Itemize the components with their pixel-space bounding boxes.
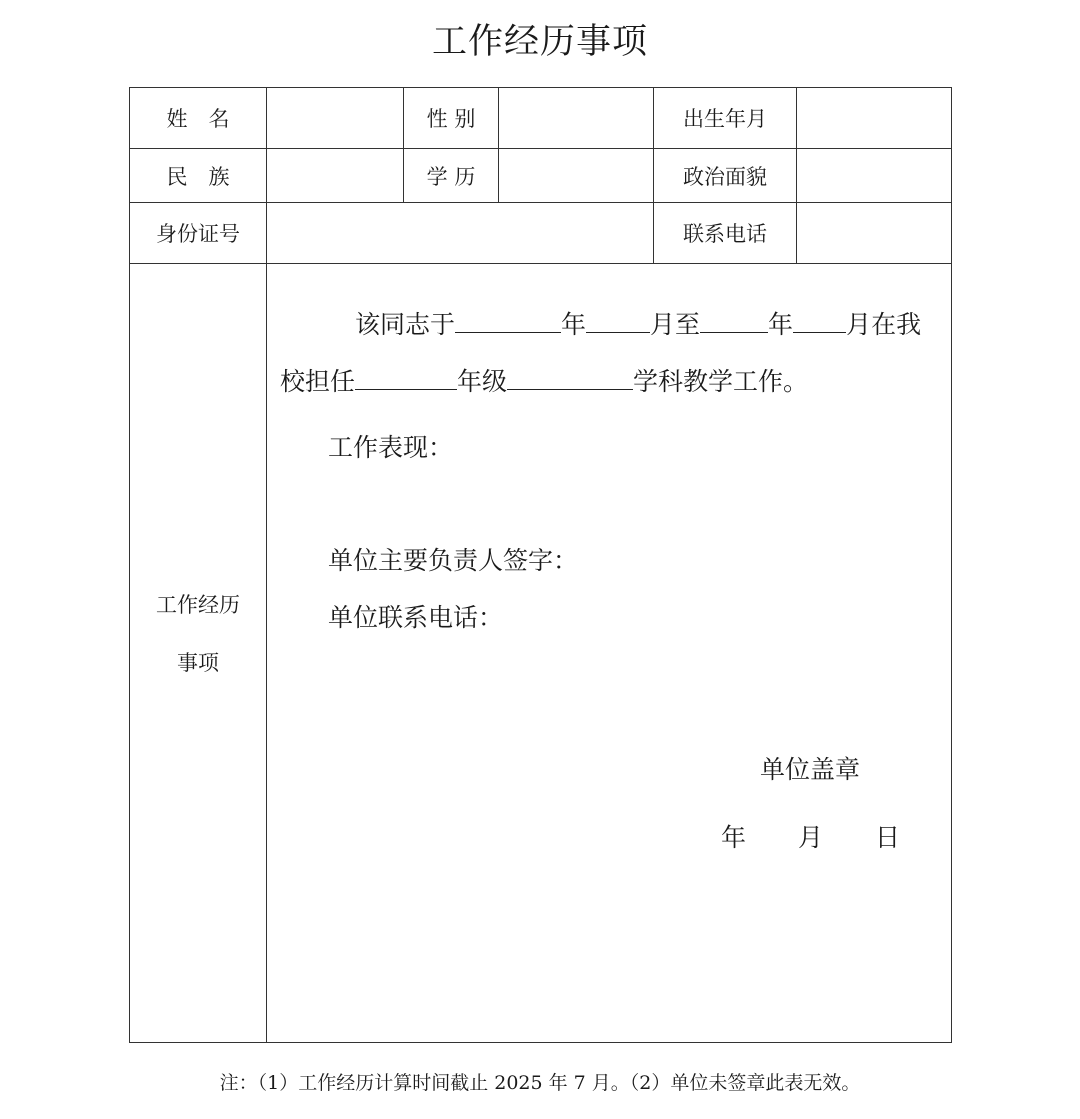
- ethnicity-value-cell[interactable]: [267, 149, 403, 202]
- birth-label: 出生年月: [683, 107, 767, 131]
- footnote: 注：（1）工作经历计算时间截止 2025 年 7 月。（2）单位未签章此表无效。: [219, 1072, 861, 1094]
- grade-blank[interactable]: [355, 363, 457, 390]
- political-value-cell[interactable]: [797, 149, 951, 202]
- p2-text-c: 学科教学工作。: [633, 367, 809, 396]
- gender-label: 性 别: [426, 107, 476, 131]
- phone-label: 联系电话: [683, 222, 767, 246]
- p1-text-e: 月在我: [846, 310, 922, 339]
- start-month-blank[interactable]: [586, 306, 650, 333]
- experience-label: [130, 576, 266, 692]
- p1-text-d: 年: [768, 310, 794, 339]
- gender-value-cell[interactable]: [499, 88, 653, 148]
- id-value-cell[interactable]: [267, 203, 653, 263]
- phone-value-cell[interactable]: [797, 203, 951, 263]
- table-row-divider: [129, 263, 952, 264]
- date-month-label: 月: [798, 823, 824, 852]
- date-year-label: 年: [721, 823, 747, 852]
- table-border-bottom: [129, 1042, 952, 1043]
- political-label: 政治面貌: [683, 164, 767, 189]
- name-label: 姓 名: [166, 107, 230, 131]
- p1-text-b: 年: [561, 310, 587, 339]
- end-month-blank[interactable]: [793, 306, 846, 333]
- experience-label-line1: 工作经历: [156, 593, 240, 617]
- name-value-cell[interactable]: [267, 88, 403, 148]
- seal-label: 单位盖章: [760, 755, 861, 784]
- table-border-right: [951, 87, 952, 1043]
- start-year-blank[interactable]: [455, 306, 561, 333]
- subject-blank[interactable]: [507, 363, 633, 390]
- unit-phone-label: 单位联系电话：: [328, 603, 504, 632]
- experience-label-line2: 事项: [177, 651, 219, 675]
- id-label: 身份证号: [156, 222, 240, 246]
- leader-sign-label: 单位主要负责人签字：: [328, 546, 579, 575]
- document-title: 工作经历事项: [431, 22, 648, 62]
- birth-value-cell[interactable]: [797, 88, 951, 148]
- education-value-cell[interactable]: [499, 149, 653, 202]
- education-label: 学 历: [426, 164, 476, 189]
- date-day-label: 日: [875, 823, 901, 852]
- p2-text-a: 校担任: [280, 367, 356, 396]
- end-year-blank[interactable]: [700, 306, 768, 333]
- performance-label: 工作表现：: [328, 433, 454, 462]
- experience-paragraph-1: [355, 306, 921, 341]
- p2-text-b: 年级: [457, 367, 508, 396]
- p1-text-a: 该同志于: [355, 310, 456, 339]
- ethnicity-label: 民 族: [166, 164, 230, 189]
- experience-paragraph-2: [280, 363, 808, 398]
- p1-text-c: 月至: [650, 310, 701, 339]
